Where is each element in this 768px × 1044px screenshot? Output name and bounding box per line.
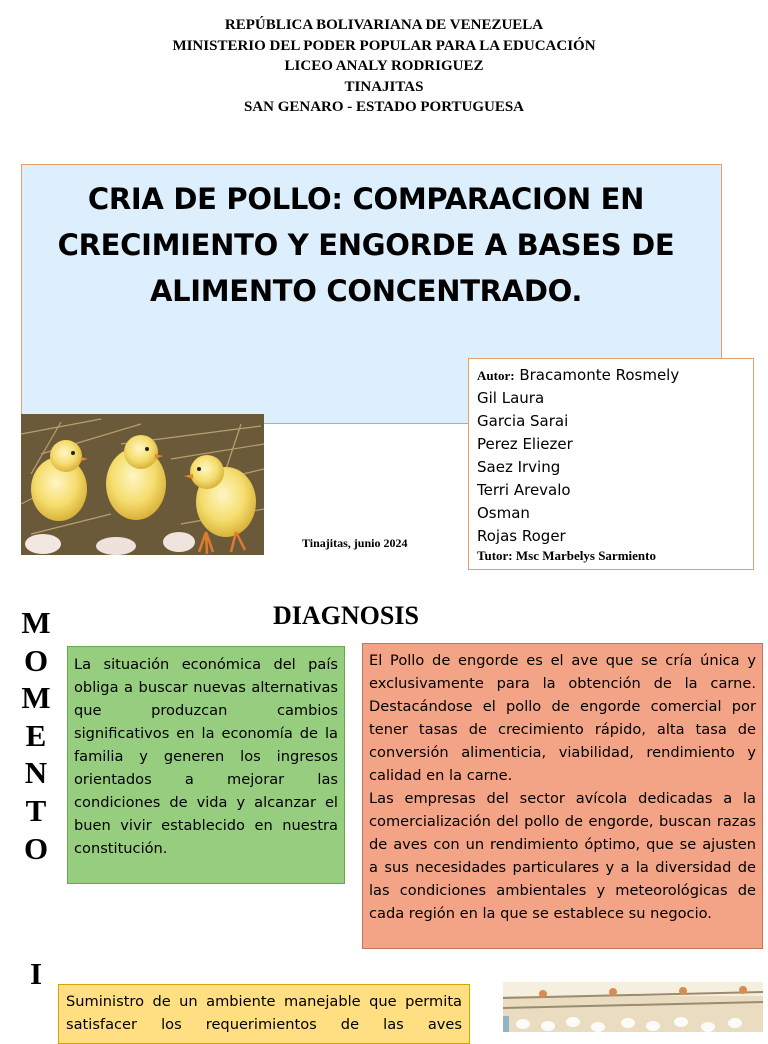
broiler-description-box [362, 643, 763, 949]
title-line: CRECIMIENTO Y ENGORDE A BASES DE [57, 228, 675, 262]
broiler-paragraph-2: Las empresas del sector avícola dedicadas a la comercialización del pollo de engorde, buscan razas de aves con un rendimiento óptimo, que se ajusten a sus necesidades particulares y a la diversidad de las condiciones ambientales y meteorológicas de cada región en la que se establece su negocio. [369, 790, 756, 922]
chicks-image [21, 414, 264, 555]
side-letter-i: I [29, 956, 43, 991]
diagnosis-heading: DIAGNOSIS [273, 601, 419, 630]
authors-box [468, 358, 754, 570]
author-name: Gil Laura [477, 389, 545, 407]
author-name: Osman [477, 504, 530, 522]
author-name: Bracamonte Rosmely [519, 366, 680, 384]
vertical-momento [18, 604, 54, 867]
side-letter: E [25, 717, 47, 753]
title-line: ALIMENTO CONCENTRADO. [149, 274, 583, 308]
institution-header [0, 15, 768, 118]
author-name: Perez Eliezer [477, 435, 573, 453]
header-line: TINAJITAS [344, 78, 424, 95]
author-name: Rojas Roger [477, 527, 566, 545]
author-name: Terri Arevalo [477, 481, 571, 499]
header-line: LICEO ANALY RODRIGUEZ [284, 58, 484, 74]
side-letter: T [25, 792, 47, 828]
economic-situation-text: La situación económica del país obliga a buscar nuevas alternativas que produzcan cambios significativos en la economía de la familia y generen los ingresos orientados a mejorar las condiciones de vida y alcanzar el buen vivir establecido en nuestra constitución. [74, 656, 338, 857]
economic-situation-box [67, 646, 345, 884]
poultry-farm-photo [503, 982, 763, 1032]
author-label: Autor: [477, 368, 515, 383]
author-name: Saez Irving [477, 458, 561, 476]
author-name: Garcia Sarai [477, 412, 569, 430]
page-title [40, 176, 692, 314]
tutor-line: Tutor: Msc Marbelys Sarmiento [477, 548, 656, 563]
side-letter: O [23, 642, 49, 678]
title-line: CRIA DE POLLO: COMPARACION EN [87, 182, 645, 216]
environment-text: Suministro de un ambiente manejable que permita satisfacer los requerimientos de las aves [66, 993, 462, 1033]
date-line: Tinajitas, junio 2024 [302, 536, 408, 550]
broiler-paragraph-1: El Pollo de engorde es el ave que se cría única y exclusivamente para la obtención de la carne. Destacándose el pollo de engorde comercial por tener tasas de crecimiento rápido, alta tasa de conversión alimenticia, viabilidad, rendimiento y calidad en la carne. [369, 652, 756, 784]
environment-box [58, 984, 470, 1044]
side-letter: M [21, 605, 51, 640]
header-line: SAN GENARO - ESTADO PORTUGUESA [243, 99, 525, 115]
author-row [477, 364, 745, 387]
chicks-photo [21, 414, 264, 555]
side-letter: M [21, 680, 51, 716]
side-letter: O [23, 830, 49, 866]
side-letter: N [24, 755, 48, 791]
poultry-farm-image [503, 982, 763, 1032]
header-line: MINISTERIO DEL PODER POPULAR PARA LA EDUCACIÓN [172, 37, 596, 54]
header-line: REPÚBLICA BOLIVARIANA DE VENEZUELA [224, 17, 544, 33]
